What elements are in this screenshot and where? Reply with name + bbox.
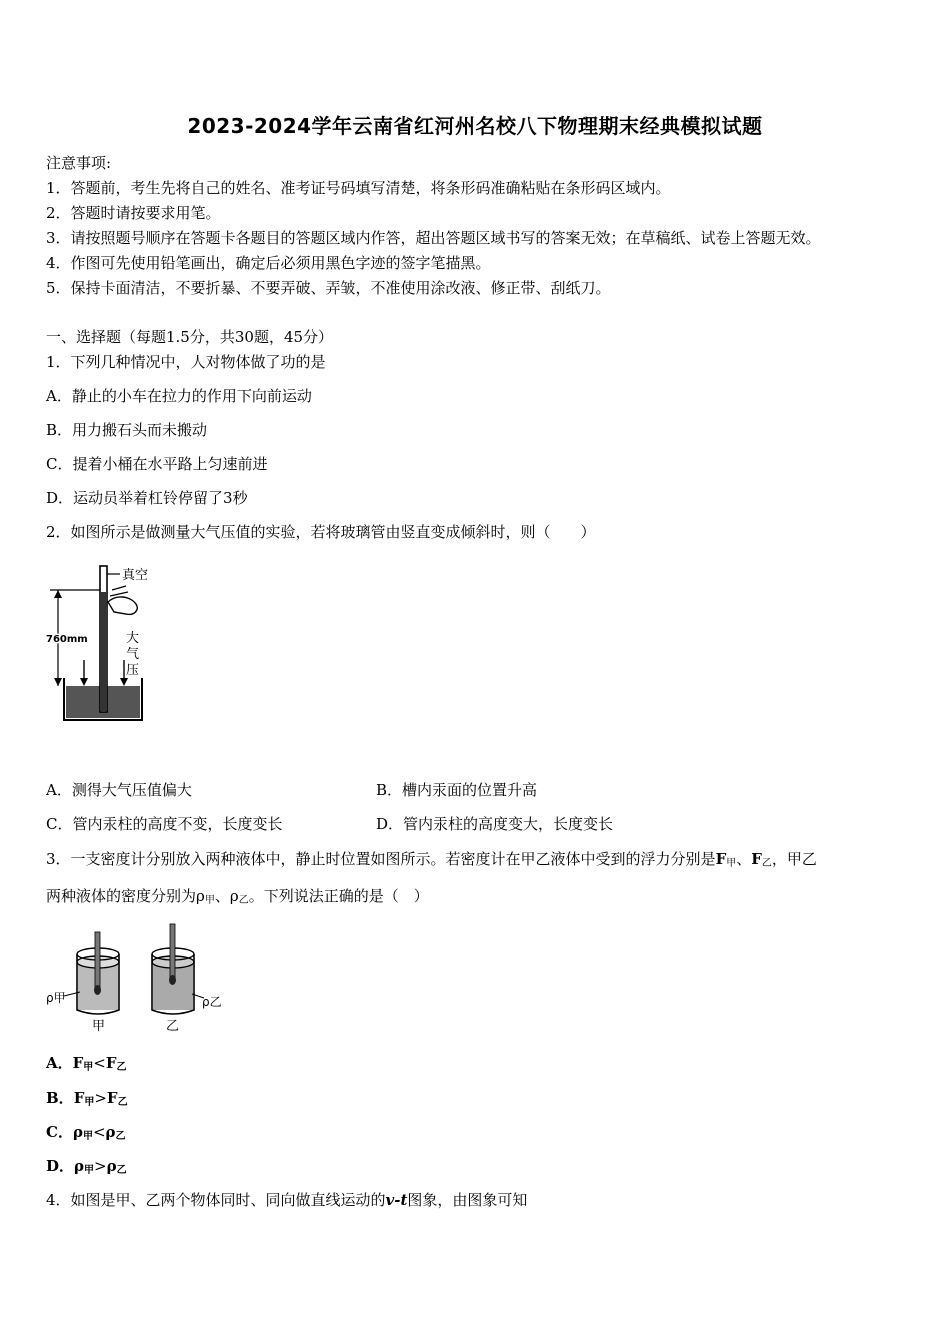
hydrometer-yi <box>170 924 175 978</box>
q1-option-c: C．提着小桶在水平路上匀速前进 <box>46 455 268 473</box>
q3-sub-jia: 甲 <box>726 858 737 869</box>
q4-stem-end: 图象，由图象可知 <box>407 1191 528 1209</box>
q3-sub-jia: 甲 <box>83 1062 94 1073</box>
q3-stem-text: 3．一支密度计分别放入两种液体中，静止时位置如图所示。若密度计在甲乙液体中受到的浮力分别是 <box>46 850 716 868</box>
q3-sub-yi: 乙 <box>115 1131 126 1142</box>
finger-lines <box>110 586 128 596</box>
q3-stem-end: ，甲乙 <box>771 850 817 868</box>
q3-f-symbol: F <box>751 850 762 868</box>
notice-heading: 注意事项: <box>46 154 112 172</box>
q4-vt-symbol: v-t <box>385 1191 408 1209</box>
hand-icon <box>108 597 137 614</box>
hydrometer-bulb-yi <box>169 975 176 985</box>
hydrometer-bulb-jia <box>94 985 101 995</box>
q3-option-b <box>46 1087 128 1108</box>
q3-f-symbol: F <box>105 1054 117 1072</box>
option-prefix: A． <box>46 1054 73 1072</box>
q3-rho-symbol: ρ <box>105 1123 116 1141</box>
q3-option-a <box>46 1052 127 1073</box>
arrow-down-icon <box>80 678 88 686</box>
q1-option-d: D．运动员举着杠铃停留了3秒 <box>46 489 248 507</box>
q3-f-symbol: F <box>715 850 727 868</box>
q3-sub-jia: 甲 <box>84 1097 95 1108</box>
hydrometer-jia <box>95 932 100 988</box>
less-than-symbol: < <box>92 1123 106 1141</box>
q3-sub-jia: 甲 <box>82 1131 93 1142</box>
q1-stem: 1．下列几种情况中，人对物体做了功的是 <box>46 353 326 371</box>
q3-sub-yi: 乙 <box>761 858 772 869</box>
hydrometer-figure <box>44 920 234 1035</box>
arrow-down-icon <box>120 678 128 686</box>
mercury-column <box>101 592 106 712</box>
notice-item-3: 3．请按照题号顺序在答题卡各题目的答题区域内作答，超出答题区域书写的答案无效；在草稿纸、试卷上答题无效。 <box>46 229 821 247</box>
pressure-label-1: 大 <box>126 631 140 646</box>
q3-rho-symbol: ρ <box>229 887 239 905</box>
arrow-down-icon <box>54 678 62 686</box>
q2-option-b: B．槽内汞面的位置升高 <box>376 781 538 799</box>
q3-stem2-end: 。下列说法正确的是（ ） <box>248 887 429 905</box>
q3-f-symbol: F <box>73 1089 85 1107</box>
q3-sub-yi: 乙 <box>238 895 249 906</box>
q3-f-symbol: F <box>106 1089 118 1107</box>
option-prefix: C． <box>46 1123 73 1141</box>
q4-stem-text: 4．如图是甲、乙两个物体同时、同向做直线运动的 <box>46 1191 386 1209</box>
greater-than-symbol: > <box>94 1089 107 1107</box>
torricelli-figure <box>44 560 174 725</box>
q3-rho-symbol: ρ <box>72 1123 83 1141</box>
q3-rho-symbol: ρ <box>106 1157 117 1175</box>
notice-item-4: 4．作图可先使用铅笔画出，确定后必须用黑色字迹的签字笔描黑。 <box>46 254 491 272</box>
q1-option-a: A．静止的小车在拉力的作用下向前运动 <box>46 387 312 405</box>
pressure-label-2: 气 <box>126 647 140 662</box>
q3-sub-jia: 甲 <box>204 895 215 906</box>
option-prefix: B． <box>46 1089 74 1107</box>
q3-sub-yi: 乙 <box>117 1097 128 1108</box>
q3-sub-yi: 乙 <box>116 1165 127 1176</box>
page-title: 2023-2024学年云南省红河州名校八下物理期末经典模拟试题 <box>187 114 763 138</box>
q3-rho-symbol: ρ <box>74 1157 84 1175</box>
vacuum-label: 真空 <box>122 568 149 583</box>
pressure-label-3: 压 <box>126 663 140 678</box>
option-prefix: D． <box>46 1157 75 1175</box>
q2-option-c: C．管内汞柱的高度不变，长度变长 <box>46 815 283 833</box>
notice-item-2: 2．答题时请按要求用笔。 <box>46 204 221 222</box>
q3-sub-jia: 甲 <box>84 1165 94 1176</box>
notice-item-5: 5．保持卡面清洁，不要折暴、不要弄破、弄皱，不准使用涂改液、修正带、刮纸刀。 <box>46 279 611 297</box>
q3-rho-symbol: ρ <box>196 887 205 905</box>
q3-stem2-text: 两种液体的密度分别为 <box>46 887 197 905</box>
section-heading: 一、选择题（每题1.5分，共30题，45分） <box>46 328 334 346</box>
q3-sub-yi: 乙 <box>116 1062 127 1073</box>
q3-separator: 、 <box>736 850 752 868</box>
q2-stem: 2．如图所示是做测量大气压值的实验，若将玻璃管由竖直变成倾斜时，则（ ） <box>46 523 596 541</box>
arrow-up-icon <box>54 590 62 598</box>
q2-option-a: A．测得大气压值偏大 <box>46 781 192 799</box>
greater-than-symbol: > <box>94 1157 107 1175</box>
fig-rho-yi-label: ρ乙 <box>202 995 222 1009</box>
q3-separator: 、 <box>214 887 230 905</box>
less-than-symbol: < <box>93 1054 106 1072</box>
q3-stem-line2 <box>46 885 429 906</box>
q1-option-b: B．用力搬石头而未搬动 <box>46 421 208 439</box>
q2-option-d: D．管内汞柱的高度变大，长度变长 <box>376 815 614 833</box>
q3-option-d <box>46 1155 127 1176</box>
q4-stem <box>46 1189 527 1210</box>
notice-item-1: 1．答题前，考生先将自己的姓名、准考证号码填写清楚，将条形码准确粘贴在条形码区域内。 <box>46 179 671 197</box>
fig-label-yi: 乙 <box>166 1019 180 1034</box>
q3-f-symbol: F <box>72 1054 84 1072</box>
q3-option-c <box>46 1121 126 1142</box>
fig-rho-jia-label: ρ甲 <box>46 991 66 1005</box>
fig-label-jia: 甲 <box>92 1019 106 1034</box>
q3-stem-line1 <box>46 848 817 869</box>
height-label: 760mm <box>46 634 88 645</box>
